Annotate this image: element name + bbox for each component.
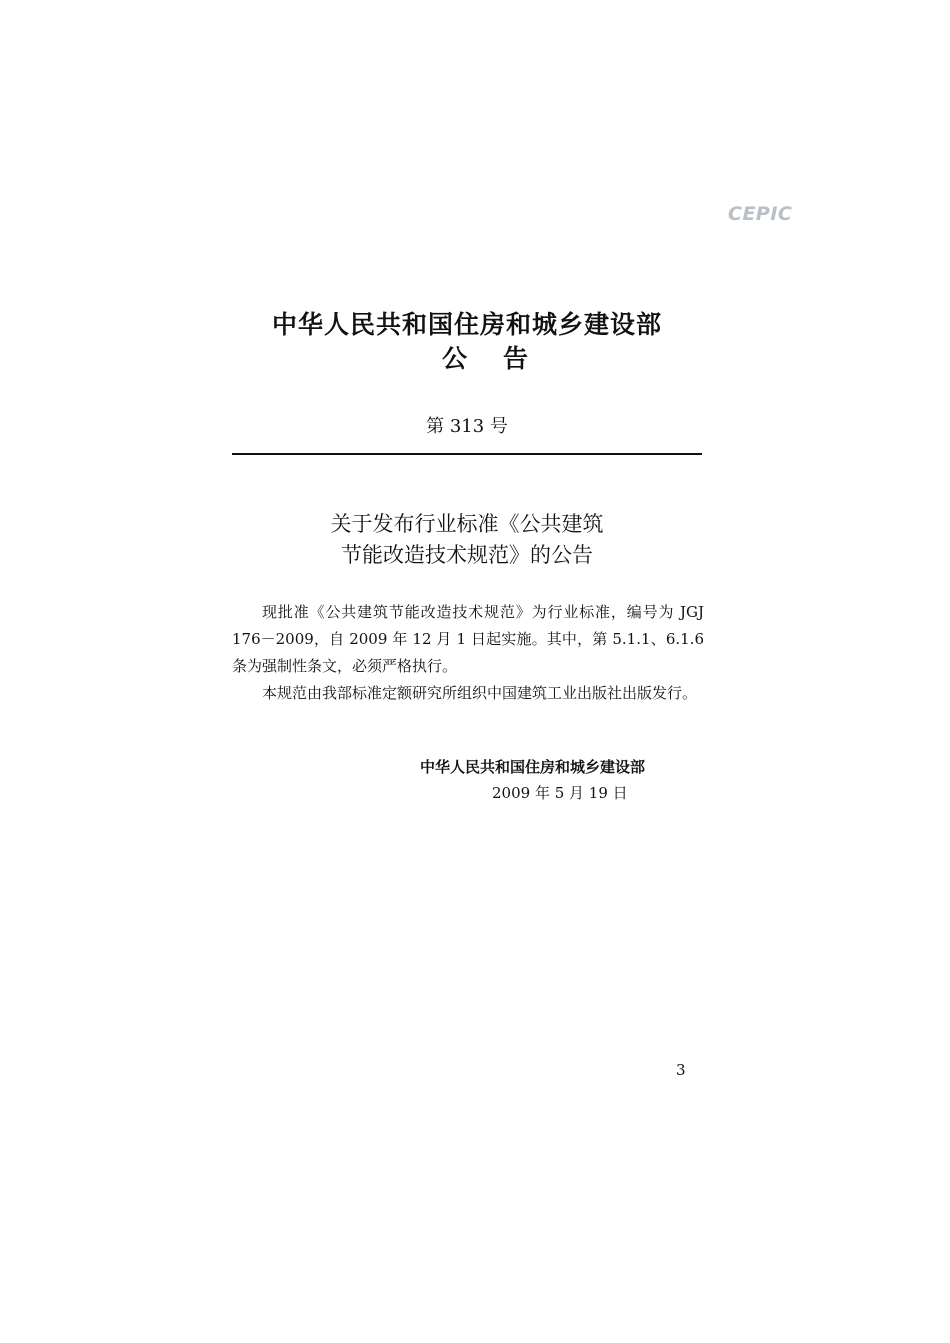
signature-issuer: 中华人民共和国住房和城乡建设部: [420, 758, 646, 776]
issuing-department-title: 中华人民共和国住房和城乡建设部: [271, 310, 662, 339]
signature-date: 2009 年 5 月 19 日: [492, 784, 628, 802]
notice-heading: 公告: [441, 344, 564, 373]
subject-line-1: 关于发布行业标准《公共建筑: [330, 512, 604, 536]
header-divider-rule: [232, 453, 702, 455]
cepic-watermark-logo: CEPIC: [728, 203, 793, 225]
notice-body: [232, 599, 704, 707]
notice-number: 第 313 号: [426, 416, 508, 437]
page-number: 3: [676, 1061, 686, 1079]
body-paragraph-approval: 现批准《公共建筑节能改造技术规范》为行业标准，编号为 JGJ 176－2009，自 2009 年 12 月 1 日起实施。其中，第 5.1.1、6.1.6 条为强制性条文，必须严格执行。: [232, 603, 704, 675]
subject-line-2: 节能改造技术规范》的公告: [341, 543, 593, 567]
body-paragraph-publication: 本规范由我部标准定额研究所组织中国建筑工业出版社出版发行。: [262, 684, 698, 702]
